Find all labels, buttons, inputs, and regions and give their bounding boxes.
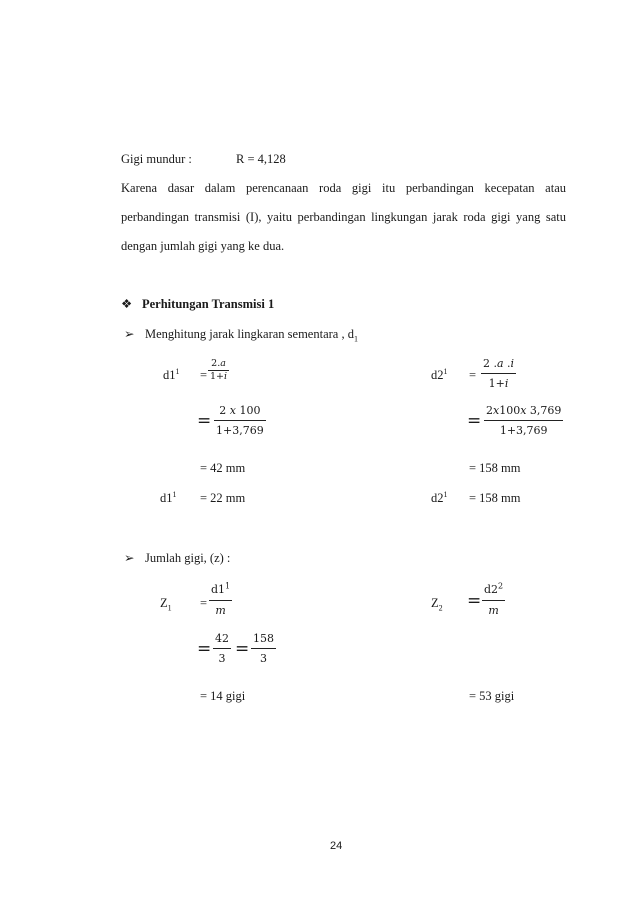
z2-label: $Z_2$ xyxy=(431,596,443,613)
arrow-bullet-icon: ➢ xyxy=(124,551,135,565)
d2-formula-fraction xyxy=(481,357,516,391)
d2-result: = 158 mm xyxy=(469,461,521,475)
fraction-denominator: 1+3,769 xyxy=(216,424,264,437)
fraction-bar xyxy=(481,373,516,374)
d2-label-2: $d2^1$ xyxy=(431,489,448,505)
z1-substitution-fraction-b xyxy=(251,632,276,666)
paragraph-line-3: dengan jumlah gigi yang ke dua. xyxy=(121,239,285,253)
fraction-bar xyxy=(482,600,505,601)
z1-substitution-fraction-a xyxy=(213,632,231,666)
fraction-denominator: 1+𝑖 xyxy=(488,377,509,390)
fraction-numerator: $d2^2$ xyxy=(484,581,504,596)
reverse-gear-label: Gigi mundur : xyxy=(121,152,192,166)
z1-equals-3: = xyxy=(235,639,250,659)
d2-equals: = xyxy=(469,368,477,382)
fraction-numerator: 2 .𝑎 .𝑖 xyxy=(483,357,515,370)
fraction-bar xyxy=(213,648,231,649)
d1-substitution-fraction xyxy=(214,404,266,438)
fraction-numerator: $d1^1$ xyxy=(211,581,231,596)
fraction-denominator: 𝑚 xyxy=(215,604,226,617)
fraction-denominator: 3 xyxy=(218,652,226,665)
section-bullet-icon: ❖ xyxy=(121,297,133,311)
z2-formula-fraction xyxy=(482,583,505,618)
d2-label: $d2^1$ xyxy=(431,366,448,382)
paragraph-line-2: perbandingan transmisi (I), yaitu perbandingan lingkungan jarak roda gigi yang satu xyxy=(121,210,566,224)
sub2-title: Jumlah gigi, (z) : xyxy=(145,551,231,565)
fraction-bar xyxy=(214,420,266,421)
fraction-denominator: 1+𝑖 xyxy=(210,371,228,382)
z1-equals-2: = xyxy=(197,639,212,659)
d2-equals-2: = xyxy=(467,411,482,431)
fraction-bar xyxy=(251,648,276,649)
d2-result-2: = 158 mm xyxy=(469,491,521,505)
d1-equals-2: = xyxy=(197,411,212,431)
page-number: 24 xyxy=(330,840,343,852)
fraction-bar xyxy=(484,420,563,421)
z1-label: $Z_1$ xyxy=(160,596,172,613)
d1-result-2: = 22 mm xyxy=(200,491,246,505)
d1-label: $d1^1$ xyxy=(163,366,180,382)
fraction-denominator: 1+3,769 xyxy=(499,424,548,437)
sub1-title: Menghitung jarak lingkaran sementara , $d_1$ xyxy=(145,327,358,344)
z2-equals: = xyxy=(467,591,482,611)
fraction-numerator: 42 xyxy=(215,632,229,645)
fraction-numerator: 2𝑥100𝑥 3,769 xyxy=(486,404,562,417)
fraction-numerator: 2.𝑎 xyxy=(211,358,226,369)
fraction-denominator: 3 xyxy=(260,652,267,665)
d1-formula-fraction xyxy=(208,358,229,383)
z2-result: = 53 gigi xyxy=(469,689,515,703)
z1-formula-fraction xyxy=(209,583,232,618)
fraction-numerator: 158 xyxy=(253,632,274,645)
d1-label-2: $d1^1$ xyxy=(160,489,177,505)
section-title: Perhitungan Transmisi 1 xyxy=(142,297,275,311)
fraction-denominator: 𝑚 xyxy=(488,604,499,617)
arrow-bullet-icon: ➢ xyxy=(124,327,135,341)
d2-substitution-fraction xyxy=(484,404,563,438)
d1-result: = 42 mm xyxy=(200,461,246,475)
reverse-gear-value: R = 4,128 xyxy=(236,152,286,166)
z1-result: = 14 gigi xyxy=(200,689,246,703)
d1-equals: = xyxy=(200,368,208,382)
z1-equals: = xyxy=(200,596,208,610)
paragraph-line-1: Karena dasar dalam perencanaan roda gigi itu perbandingan kecepatan atau xyxy=(121,181,566,195)
fraction-bar xyxy=(209,600,232,601)
fraction-numerator: 2 𝑥 100 xyxy=(219,404,261,417)
